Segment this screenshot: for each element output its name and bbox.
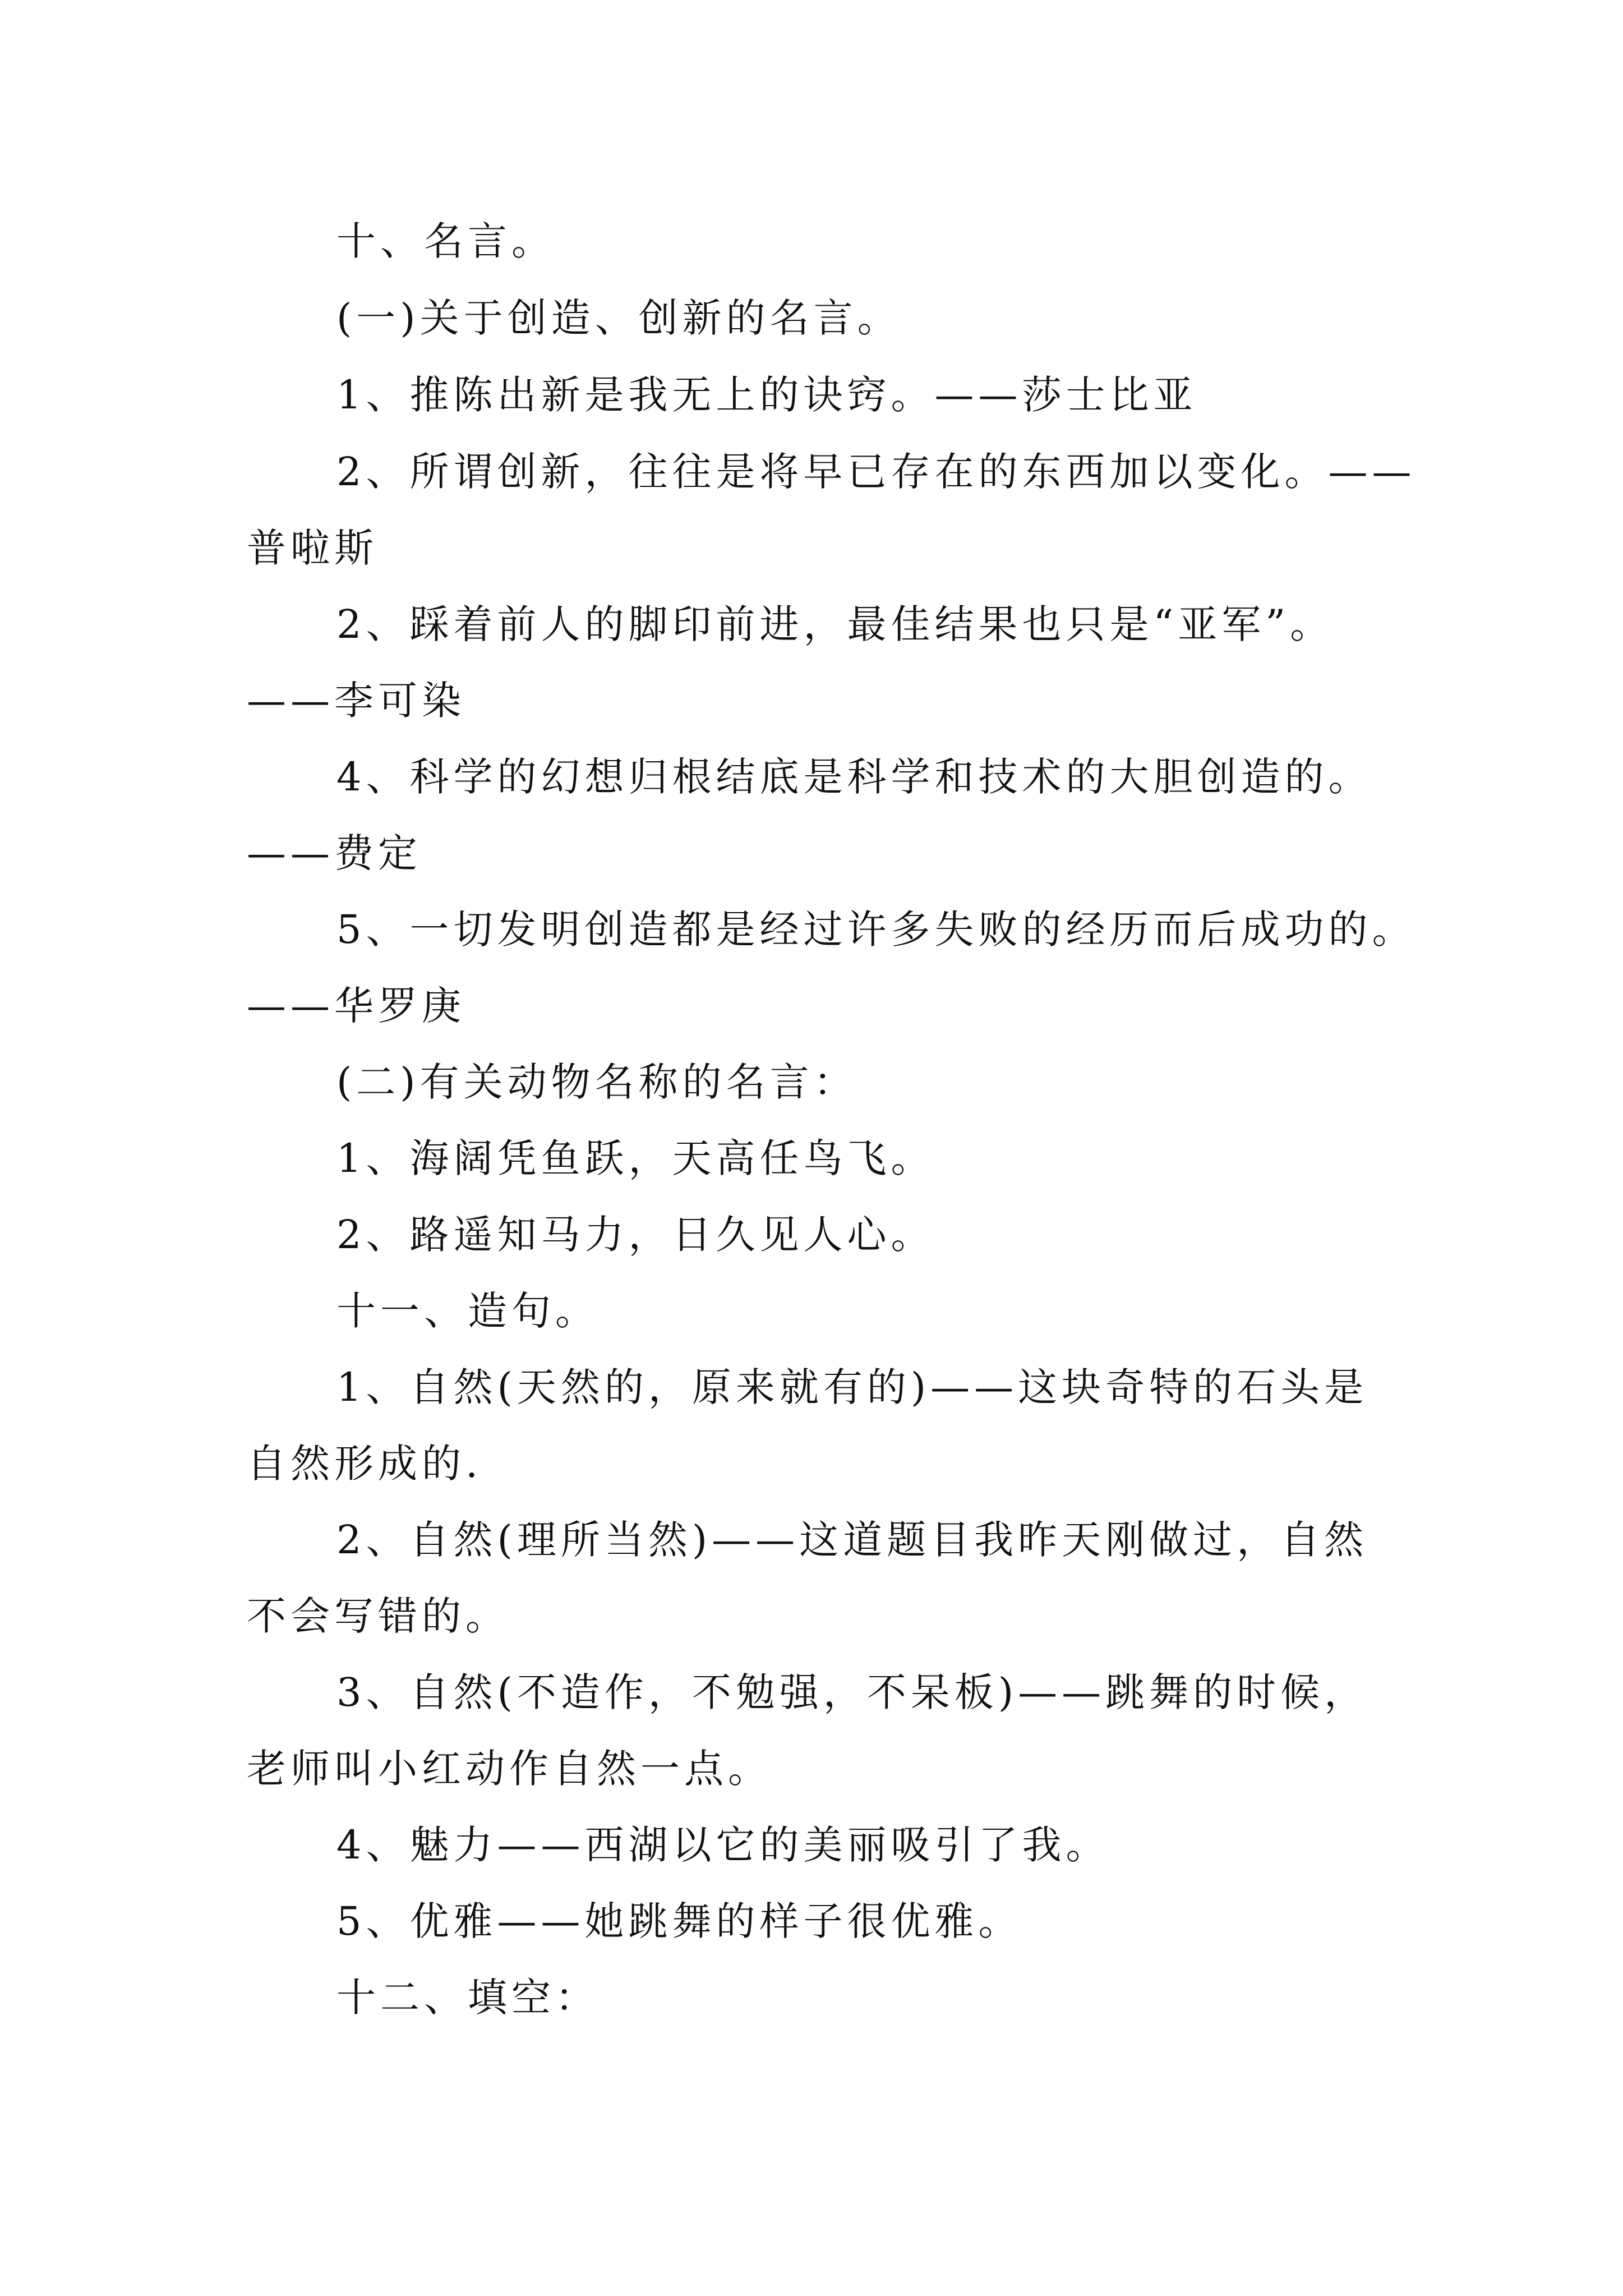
heading-sentence-making: 十一、造句。	[336, 1288, 599, 1334]
quote-line-continued: ——华罗庚	[247, 983, 465, 1029]
sentence-line: 2、自然(理所当然)——这道题目我昨天刚做过，自然	[336, 1517, 1368, 1563]
quote-line-continued: ——李可染	[247, 678, 465, 724]
quote-line-continued: ——费定	[247, 830, 422, 876]
quote-line: 2、踩着前人的脚印前进，最佳结果也只是“亚军”。	[336, 601, 1334, 647]
quote-line: 1、推陈出新是我无上的诀窍。——莎士比亚	[336, 372, 1197, 418]
sentence-line-continued: 不会写错的。	[247, 1593, 509, 1639]
sentence-line: 1、自然(天然的，原来就有的)——这块奇特的石头是	[336, 1364, 1368, 1410]
sentence-line: 5、优雅——她跳舞的样子很优雅。	[336, 1898, 1022, 1944]
quote-line: 2、所谓创新，往往是将早已存在的东西加以变化。——	[336, 449, 1416, 495]
quote-line: 1、海阔凭鱼跃，天高任鸟飞。	[336, 1135, 935, 1181]
subheading-animal-quotes: (二)有关动物名称的名言：	[336, 1059, 857, 1105]
sentence-line: 3、自然(不造作，不勉强，不呆板)——跳舞的时候，	[336, 1669, 1368, 1715]
quote-line-continued: 普啦斯	[247, 525, 378, 571]
sentence-line-continued: 老师叫小红动作自然一点。	[247, 1746, 772, 1792]
heading-quotes: 十、名言。	[336, 218, 555, 264]
quote-line: 4、科学的幻想归根结底是科学和技术的大胆创造的。	[336, 754, 1372, 800]
subheading-creation-quotes: (一)关于创造、创新的名言。	[336, 295, 901, 341]
heading-fill-in-blank: 十二、填空：	[336, 1975, 599, 2021]
quote-line: 2、路遥知马力，日久见人心。	[336, 1212, 935, 1258]
sentence-line: 4、魅力——西湖以它的美丽吸引了我。	[336, 1822, 1110, 1868]
sentence-line-continued: 自然形成的.	[247, 1441, 483, 1487]
quote-line: 5、一切发明创造都是经过许多失败的经历而后成功的。	[336, 907, 1416, 953]
